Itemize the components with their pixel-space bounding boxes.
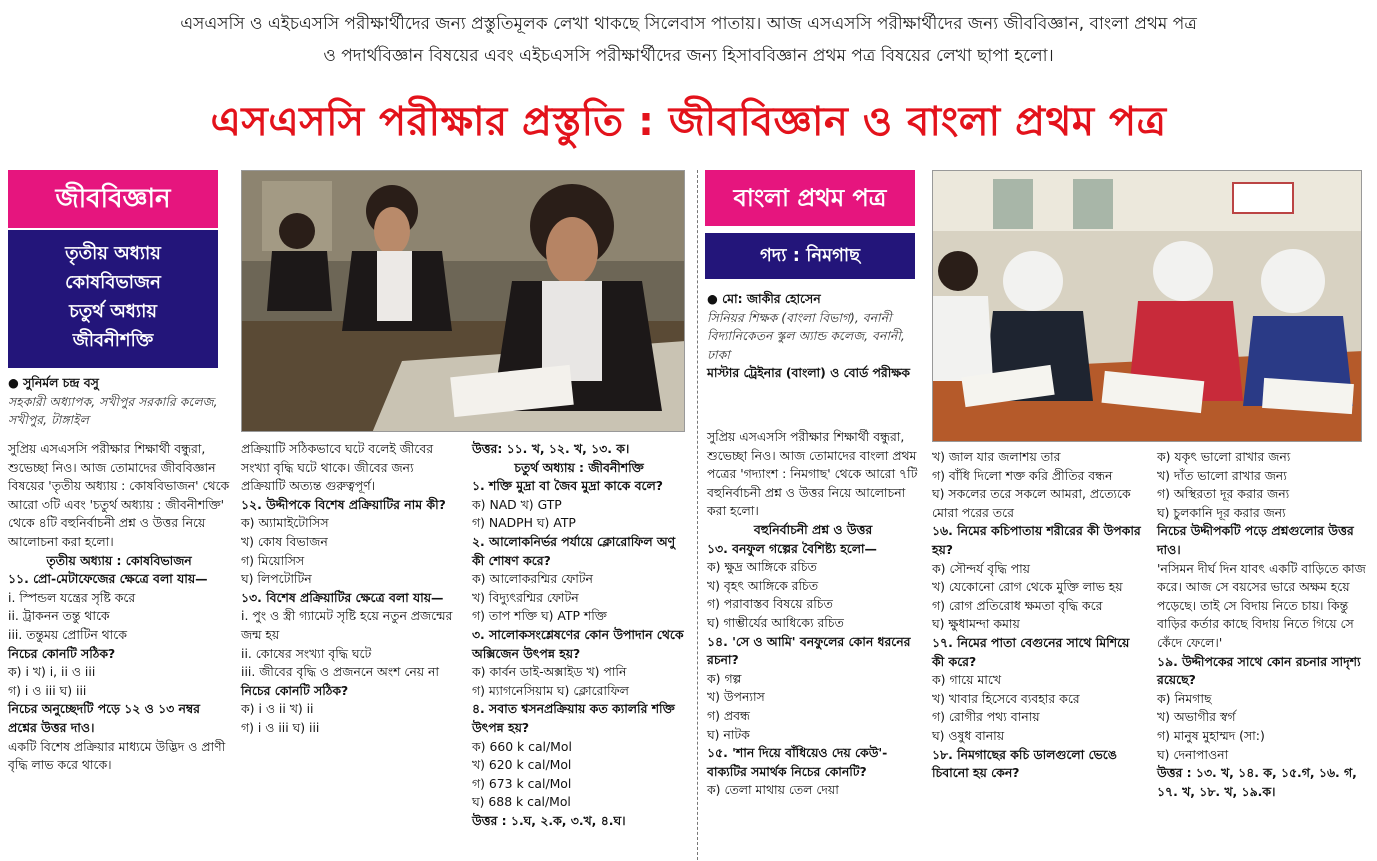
question: ৪. সবাত শ্বসনপ্রক্রিয়ায় কত ক্যালরি শক্তি উৎপন্ন হয়? — [472, 701, 675, 735]
option: গ) মিয়োসিস — [241, 552, 305, 568]
passage: প্রক্রিয়াটি সঠিকভাবে ঘটে বলেই জীবের সংখ্যা বৃদ্ধি ঘটে থাকে। জীবের জন্য প্রক্রিয়াটি অত্যন্ত গুরুত্বপূর্ণ। — [241, 441, 434, 494]
intro-text — [0, 8, 1377, 72]
bangla-tag: বাংলা প্রথম পত্র — [705, 170, 915, 226]
biology-column-3 — [472, 440, 686, 830]
question: ১৭. নিমের পাতা বেগুনের সাথে মিশিয়ে কী করে? — [932, 634, 1130, 669]
question: ১৩. বিশেষ প্রক্রিয়াটির ক্ষেত্রে বলা যায়— — [241, 589, 444, 605]
author-title: সহকারী অধ্যাপক, সখীপুর সরকারি কলেজ, সখীপুর, টাঙ্গাইল — [8, 393, 218, 428]
question: ৩. সালোকসংশ্লেষণের কোন উপাদান থেকে অক্সিজেন উৎপন্ন হয়? — [472, 626, 684, 661]
option: ক) যকৃৎ ভালো রাখার জন্য — [1157, 449, 1291, 464]
option: খ) কোষ বিভাজন — [241, 533, 328, 549]
option: গ) 673 k cal/Mol — [472, 775, 572, 791]
option: ক) তেলা মাথায় তেল দেয়া — [707, 782, 839, 798]
biology-tag: জীববিজ্ঞান — [8, 170, 218, 228]
answer-key: উত্তর: ১১. খ, ১২. খ, ১৩. ক। — [472, 441, 630, 456]
column-divider — [697, 170, 698, 860]
question: ১১. প্রো-মেটাফেজের ক্ষেত্রে বলা যায়— — [8, 571, 208, 587]
option: গ) মানুষ মুহাম্মদ (সা:) — [1157, 727, 1265, 743]
students-exam-photo — [241, 170, 685, 432]
question: ১৮. নিমগাছের কচি ডালগুলো ভেঙে চিবানো হয় কেন? — [932, 746, 1117, 781]
section-heading: বহুনির্বাচনী প্রশ্ন ও উত্তর — [753, 521, 873, 537]
question: ১. শক্তি মুদ্রা বা জৈব মুদ্রা কাকে বলে? — [472, 478, 663, 494]
option: খ) খাবার হিসেবে ব্যবহার করে — [932, 690, 1080, 706]
option: গ) বাঁধি দিলো শক্ত করি প্রীতির বন্ধন — [932, 467, 1113, 483]
option: খ) 620 k cal/Mol — [472, 757, 572, 773]
intro-line-1: এসএসসি ও এইচএসসি পরীক্ষার্থীদের জন্য প্রস্তুতিমূলক লেখা থাকছে সিলেবাস পাতায়। আজ এসএসসি পরীক্ষার্থীদের জন্য জীববিজ্ঞান, বাংলা প্রথম পত্র — [180, 14, 1197, 34]
passage: একটি বিশেষ প্রক্রিয়ার মাধ্যমে উদ্ভিদ ও প্রাণী বৃদ্ধি লাভ করে থাকে। — [8, 738, 226, 773]
biology-column-1 — [8, 440, 230, 775]
bangla-column-2 — [932, 448, 1144, 783]
chapter-line: তৃতীয় অধ্যায় — [65, 243, 161, 264]
biology-chapters — [8, 230, 218, 368]
option: iii. তন্তুময় প্রোটিন থাকে — [8, 626, 127, 642]
option: ঘ) দেনাপাওনা — [1157, 746, 1229, 762]
option: খ) উপন্যাস — [707, 689, 765, 705]
option: গ) অস্থিরতা দূর করার জন্য — [1157, 486, 1290, 502]
instruction: নিচের অনুচ্ছেদটি পড়ে ১২ ও ১৩ নম্বর প্রশ্নের উত্তর দাও। — [8, 701, 201, 735]
option: ক) ক্ষুদ্র আঙ্গিকে রচিত — [707, 559, 817, 575]
question: ১৪. 'সে ও আমি' বনফুলের কোন ধরনের রচনা? — [707, 633, 911, 668]
photo-image — [933, 171, 1362, 442]
option: ঘ) সকলের তরে সকলে আমরা, প্রত্যেকে মোরা পরের তরে — [932, 486, 1131, 520]
question: ১৫. 'শান দিয়ে বাঁধিয়েও দেয় কেউ'- বাক্যটির সমার্থক নিচের কোনটি? — [707, 745, 888, 779]
students-exam-hall-photo — [932, 170, 1362, 442]
option: খ) বৃহৎ আঙ্গিকে রচিত — [707, 577, 819, 593]
question: ২. আলোকনির্ভর পর্যায়ে ক্লোরোফিল অণু কী শোষণ করে? — [472, 533, 676, 568]
photo-image — [242, 171, 685, 432]
intro-line-2: ও পদার্থবিজ্ঞান বিষয়ের এবং এইচএসসি পরীক্ষার্থীদের জন্য হিসাববিজ্ঞান প্রথম পত্র বিষয়ের লেখা ছাপা হলো। — [323, 46, 1054, 66]
option: ঘ) নাটক — [707, 726, 750, 742]
option: ক) গায়ে মাখে — [932, 672, 1001, 688]
option: ii. ট্রাকনন তন্তু থাকে — [8, 608, 110, 624]
option: ঘ) 688 k cal/Mol — [472, 794, 571, 810]
option: i. পুং ও স্ত্রী গ্যামেট সৃষ্টি হয়ে নতুন প্রজন্মের জন্ম হয় — [241, 608, 453, 642]
option: ঘ) ক্ষুধামন্দা কমায় — [932, 616, 1020, 632]
author-name: ● সুনির্মল চন্দ্র বসু — [8, 375, 99, 390]
answer-key: উত্তর : ১৩. খ, ১৪. ক, ১৫.গ, ১৬. গ, ১৭. খ, ১৮. খ, ১৯.ক। — [1157, 765, 1357, 799]
option: ঘ) লিপটোটিন — [241, 571, 312, 587]
biology-column-2 — [241, 440, 456, 738]
question: ১৯. উদ্দীপকের সাথে কোন রচনার সাদৃশ্য রয়েছে? — [1157, 653, 1361, 688]
question: ১৩. বনফুল গল্পের বৈশিষ্ট্য হলো— — [707, 540, 877, 556]
option: ঘ) ওষুধ বানায় — [932, 727, 1005, 743]
bangla-byline — [707, 290, 922, 383]
bangla-subtitle: গদ্য : নিমগাছ — [705, 233, 915, 279]
author-name: ● মো: জাকীর হোসেন — [707, 291, 821, 306]
option: ঘ) চুলকানি দূর করার জন্য — [1157, 504, 1286, 520]
option: খ) যেকোনো রোগ থেকে মুক্তি লাভ হয় — [932, 579, 1123, 595]
bangla-column-1 — [707, 428, 919, 800]
option: ক) নিমগাছ — [1157, 690, 1212, 706]
option: গ) রোগ প্রতিরোধ ক্ষমতা বৃদ্ধি করে — [932, 597, 1103, 613]
section-heading: তৃতীয় অধ্যায় : কোষবিভাজন — [46, 552, 192, 568]
option: ii. কোষের সংখ্যা বৃদ্ধি ঘটে — [241, 645, 372, 661]
option: i. স্পিন্ডল যন্ত্রের সৃষ্টি করে — [8, 589, 136, 605]
option: গ) i ও iii ঘ) iii — [241, 719, 320, 735]
option: গ) পরাবাস্তব বিষয়ে রচিত — [707, 596, 833, 612]
chapter-line: চতুর্থ অধ্যায় — [69, 301, 157, 322]
intro-paragraph: সুপ্রিয় এসএসসি পরীক্ষার শিক্ষার্থী বন্ধুরা, শুভেচ্ছা নিও। আজ তোমাদের জীববিজ্ঞান বিষয়ের 'তৃতীয় অধ্যায় : কোষবিভাজন' থেকে আরো ৩টি এবং 'চতুর্থ অধ্যায় : জীবনীশক্তি' থেকে ৪টি বহুনির্বাচনী প্রশ্ন ও উত্তর নিয়ে আলোচনা করা হলো। — [8, 441, 230, 549]
option: ক) সৌন্দর্য বৃদ্ধি পায় — [932, 560, 1030, 576]
chapter-line: জীবনীশক্তি — [72, 330, 154, 351]
option: খ) অভাগীর স্বর্গ — [1157, 709, 1236, 725]
option: ক) কার্বন ডাই-অক্সাইড খ) পানি — [472, 664, 627, 680]
option: iii. জীবের বৃদ্ধি ও প্রজননে অংশ নেয় না — [241, 664, 440, 680]
question: নিচের কোনটি সঠিক? — [8, 645, 116, 661]
biology-byline — [8, 374, 230, 430]
answer-key: উত্তর : ১.ঘ, ২.ক, ৩.খ, ৪.ঘ। — [472, 812, 626, 828]
option: গ) তাপ শক্তি ঘ) ATP শক্তি — [472, 608, 607, 624]
question: ১৬. নিমের কচিপাতায় শরীরের কী উপকার হয়? — [932, 523, 1141, 557]
option: খ) দাঁত ভালো রাখার জন্য — [1157, 467, 1287, 483]
instruction: নিচের উদ্দীপকটি পড়ে প্রশ্নগুলোর উত্তর দাও। — [1157, 523, 1354, 557]
question: ১২. উদ্দীপকে বিশেষ প্রক্রিয়াটির নাম কী? — [241, 496, 446, 512]
question: নিচের কোনটি সঠিক? — [241, 682, 349, 698]
option: ক) আলোকরশ্মির ফোটন — [472, 571, 593, 587]
passage: 'নসিমন দীর্ঘ দিন যাবৎ একটি বাড়িতে কাজ করে। আজ সে বয়সের ভারে অক্ষম হয়ে পড়েছে। তাই সে বিদায় নিতে চায়। কিন্তু বাড়ির কর্তার কাছে বিদায় নিতে গিয়ে সে কেঁদে ফেলে।' — [1157, 560, 1366, 650]
option: গ) রোগীর পথ্য বানায় — [932, 709, 1040, 725]
option: ক) NAD খ) GTP — [472, 496, 562, 512]
option: ক) i ও ii খ) ii — [241, 701, 314, 717]
author-role: মাস্টার ট্রেইনার (বাংলা) ও বোর্ড পরীক্ষক — [707, 365, 910, 381]
author-title: সিনিয়র শিক্ষক (বাংলা বিভাগ), বনানী বিদ্যানিকেতন স্কুল অ্যান্ড কলেজ, বনানী, ঢাকা — [707, 309, 905, 362]
option: গ) ম্যাগনেসিয়াম ঘ) ক্লোরোফিল — [472, 682, 629, 698]
option: ঘ) গাম্ভীর্যের আধিক্যে রচিত — [707, 614, 844, 630]
option: খ) জাল যার জলাশয় তার — [932, 449, 1061, 464]
bangla-column-3 — [1157, 448, 1369, 801]
option: গ) NADPH ঘ) ATP — [472, 515, 576, 531]
option: গ) প্রবন্ধ — [707, 707, 750, 723]
option: গ) i ও iii ঘ) iii — [8, 682, 87, 698]
page-headline: এসএসসি পরীক্ষার প্রস্তুতি : জীববিজ্ঞান ও বাংলা প্রথম পত্র — [210, 99, 1167, 145]
chapter-line: কোষবিভাজন — [65, 272, 161, 293]
section-heading: চতুর্থ অধ্যায় : জীবনীশক্তি — [514, 459, 644, 475]
intro-paragraph: সুপ্রিয় এসএসসি পরীক্ষার শিক্ষার্থী বন্ধুরা, শুভেচ্ছা নিও। আজ তোমাদের বাংলা প্রথম পত্রের 'গদ্যাংশ : নিমগাছ' থেকে আরো ৭টি বহুনির্বাচনী প্রশ্ন ও উত্তর নিয়ে আলোচনা করা হলো। — [707, 429, 918, 519]
option: ক) গল্প — [707, 670, 742, 686]
option: খ) বিদ্যুৎরশ্মির ফোটন — [472, 589, 579, 605]
option: ক) 660 k cal/Mol — [472, 738, 572, 754]
option: ক) অ্যামাইটোসিস — [241, 515, 329, 531]
option: ক) i খ) i, ii ও iii — [8, 664, 96, 680]
